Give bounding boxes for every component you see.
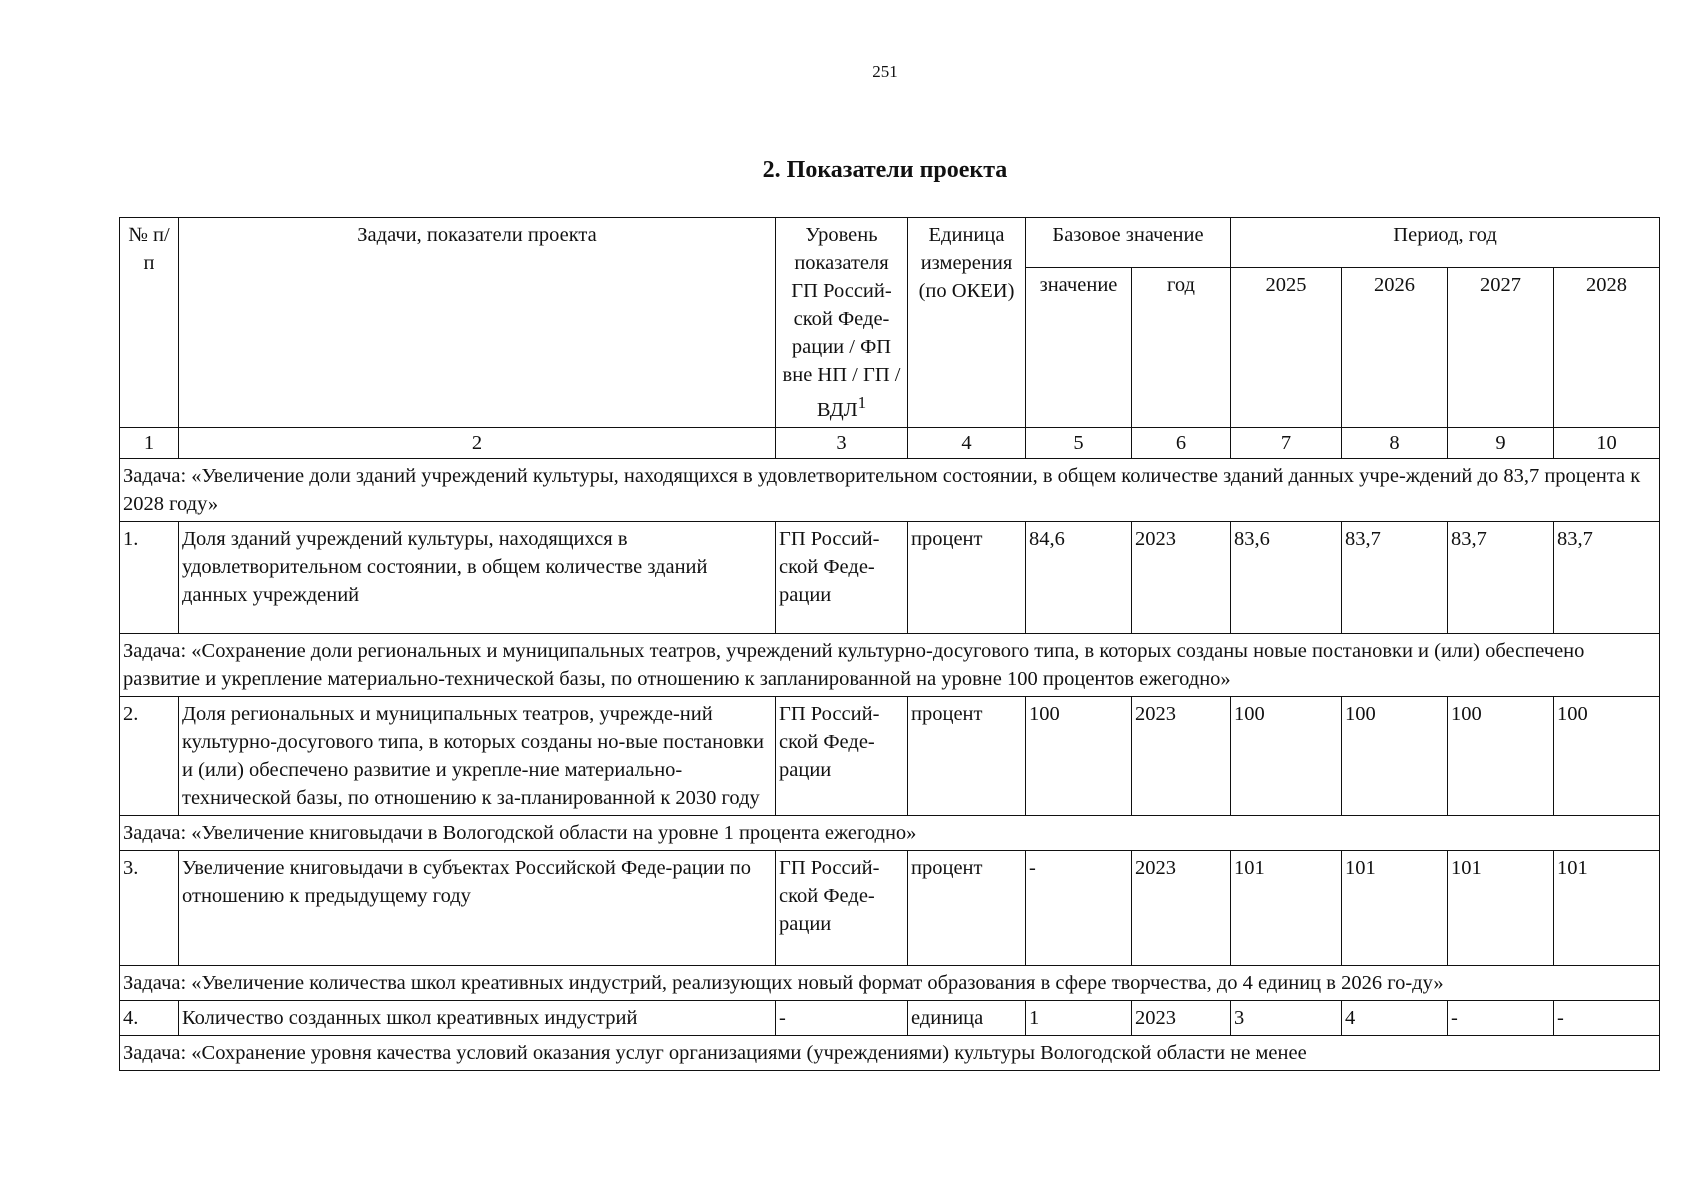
row-name: Доля зданий учреждений культуры, находящихся в удовлетворительном состоянии, в общем количестве зданий данных учреждений bbox=[179, 521, 776, 633]
row-2026: 101 bbox=[1342, 850, 1448, 965]
task-text: Задача: «Сохранение доли региональных и муниципальных театров, учреждений культурно-досугового типа, в которых созданы новые постановки и (или) обеспечено развитие и укрепление материально-технической базы, по отношению к запланированной на уровне 100 процентов ежегодно» bbox=[120, 633, 1660, 696]
row-base-value: 1 bbox=[1026, 1000, 1132, 1035]
header-level-text: Уровень показателя ГП Россий-ской Феде-рации / ФП вне НП / ГП / ВДЛ bbox=[782, 224, 901, 421]
column-number: 8 bbox=[1342, 427, 1448, 458]
task-row bbox=[120, 633, 1660, 696]
row-2028: 83,7 bbox=[1554, 521, 1660, 633]
row-2028: - bbox=[1554, 1000, 1660, 1035]
row-2028: 100 bbox=[1554, 696, 1660, 815]
task-text: Задача: «Сохранение уровня качества условий оказания услуг организациями (учреждениями) культуры Вологодской области не менее bbox=[120, 1035, 1660, 1070]
row-name: Доля региональных и муниципальных театров, учрежде-ний культурно-досугового типа, в которых созданы но-вые постановки и (или) обеспечено развитие и укрепле-ние материально-технической базы, по отношению к за-планированной к 2030 году bbox=[179, 696, 776, 815]
row-2028: 101 bbox=[1554, 850, 1660, 965]
row-2025: 83,6 bbox=[1231, 521, 1342, 633]
row-base-value: 100 bbox=[1026, 696, 1132, 815]
header-row-1 bbox=[120, 218, 1660, 268]
row-base-year: 2023 bbox=[1132, 1000, 1231, 1035]
column-number: 10 bbox=[1554, 427, 1660, 458]
row-name: Количество созданных школ креативных индустрий bbox=[179, 1000, 776, 1035]
row-2026: 4 bbox=[1342, 1000, 1448, 1035]
row-unit: процент bbox=[908, 696, 1026, 815]
row-level: ГП Россий-ской Феде-рации bbox=[776, 521, 908, 633]
row-level: ГП Россий-ской Феде-рации bbox=[776, 850, 908, 965]
header-base-year: год bbox=[1132, 267, 1231, 427]
row-no: 3. bbox=[120, 850, 179, 965]
task-row bbox=[120, 1035, 1660, 1070]
column-number: 4 bbox=[908, 427, 1026, 458]
task-text: Задача: «Увеличение количества школ креативных индустрий, реализующих новый формат образования в сфере творчества, до 4 единиц в 2026 го-ду» bbox=[120, 965, 1660, 1000]
column-number: 3 bbox=[776, 427, 908, 458]
task-row bbox=[120, 815, 1660, 850]
table-row bbox=[120, 1000, 1660, 1035]
column-number: 2 bbox=[179, 427, 776, 458]
indicators-table bbox=[119, 217, 1660, 1071]
column-number: 5 bbox=[1026, 427, 1132, 458]
header-period: Период, год bbox=[1231, 218, 1660, 268]
table-row bbox=[120, 521, 1660, 633]
header-year-2028: 2028 bbox=[1554, 267, 1660, 427]
header-year-2026: 2026 bbox=[1342, 267, 1448, 427]
header-no: № п/п bbox=[120, 218, 179, 428]
row-2026: 83,7 bbox=[1342, 521, 1448, 633]
row-2025: 100 bbox=[1231, 696, 1342, 815]
header-tasks: Задачи, показатели проекта bbox=[179, 218, 776, 428]
header-base: Базовое значение bbox=[1026, 218, 1231, 268]
row-2025: 3 bbox=[1231, 1000, 1342, 1035]
row-level: - bbox=[776, 1000, 908, 1035]
row-2026: 100 bbox=[1342, 696, 1448, 815]
column-number: 6 bbox=[1132, 427, 1231, 458]
row-unit: процент bbox=[908, 850, 1026, 965]
row-2027: - bbox=[1448, 1000, 1554, 1035]
page-number: 251 bbox=[872, 62, 898, 81]
header-level bbox=[776, 218, 908, 428]
row-2027: 83,7 bbox=[1448, 521, 1554, 633]
row-name: Увеличение книговыдачи в субъектах Российской Феде-рации по отношению к предыдущему году bbox=[179, 850, 776, 965]
task-row bbox=[120, 458, 1660, 521]
task-row bbox=[120, 965, 1660, 1000]
row-level: ГП Россий-ской Феде-рации bbox=[776, 696, 908, 815]
row-unit: процент bbox=[908, 521, 1026, 633]
row-no: 4. bbox=[120, 1000, 179, 1035]
row-2027: 101 bbox=[1448, 850, 1554, 965]
column-number: 1 bbox=[120, 427, 179, 458]
header-year-2027: 2027 bbox=[1448, 267, 1554, 427]
table-row bbox=[120, 696, 1660, 815]
row-2025: 101 bbox=[1231, 850, 1342, 965]
row-no: 2. bbox=[120, 696, 179, 815]
row-base-value: - bbox=[1026, 850, 1132, 965]
row-unit: единица bbox=[908, 1000, 1026, 1035]
table-row bbox=[120, 850, 1660, 965]
column-number: 7 bbox=[1231, 427, 1342, 458]
row-2027: 100 bbox=[1448, 696, 1554, 815]
row-no: 1. bbox=[120, 521, 179, 633]
header-year-2025: 2025 bbox=[1231, 267, 1342, 427]
column-numbers-row bbox=[120, 427, 1660, 458]
task-text: Задача: «Увеличение доли зданий учреждений культуры, находящихся в удовлетворительном состоянии, в общем количестве зданий данных учре-ждений до 83,7 процента к 2028 году» bbox=[120, 458, 1660, 521]
row-base-value: 84,6 bbox=[1026, 521, 1132, 633]
task-text: Задача: «Увеличение книговыдачи в Вологодской области на уровне 1 процента ежегодно» bbox=[120, 815, 1660, 850]
page-title: 2. Показатели проекта bbox=[762, 157, 1008, 183]
row-base-year: 2023 bbox=[1132, 696, 1231, 815]
header-unit: Единица измерения (по ОКЕИ) bbox=[908, 218, 1026, 428]
column-number: 9 bbox=[1448, 427, 1554, 458]
header-base-value: значение bbox=[1026, 267, 1132, 427]
row-base-year: 2023 bbox=[1132, 521, 1231, 633]
row-base-year: 2023 bbox=[1132, 850, 1231, 965]
footnote-marker: 1 bbox=[857, 393, 867, 412]
